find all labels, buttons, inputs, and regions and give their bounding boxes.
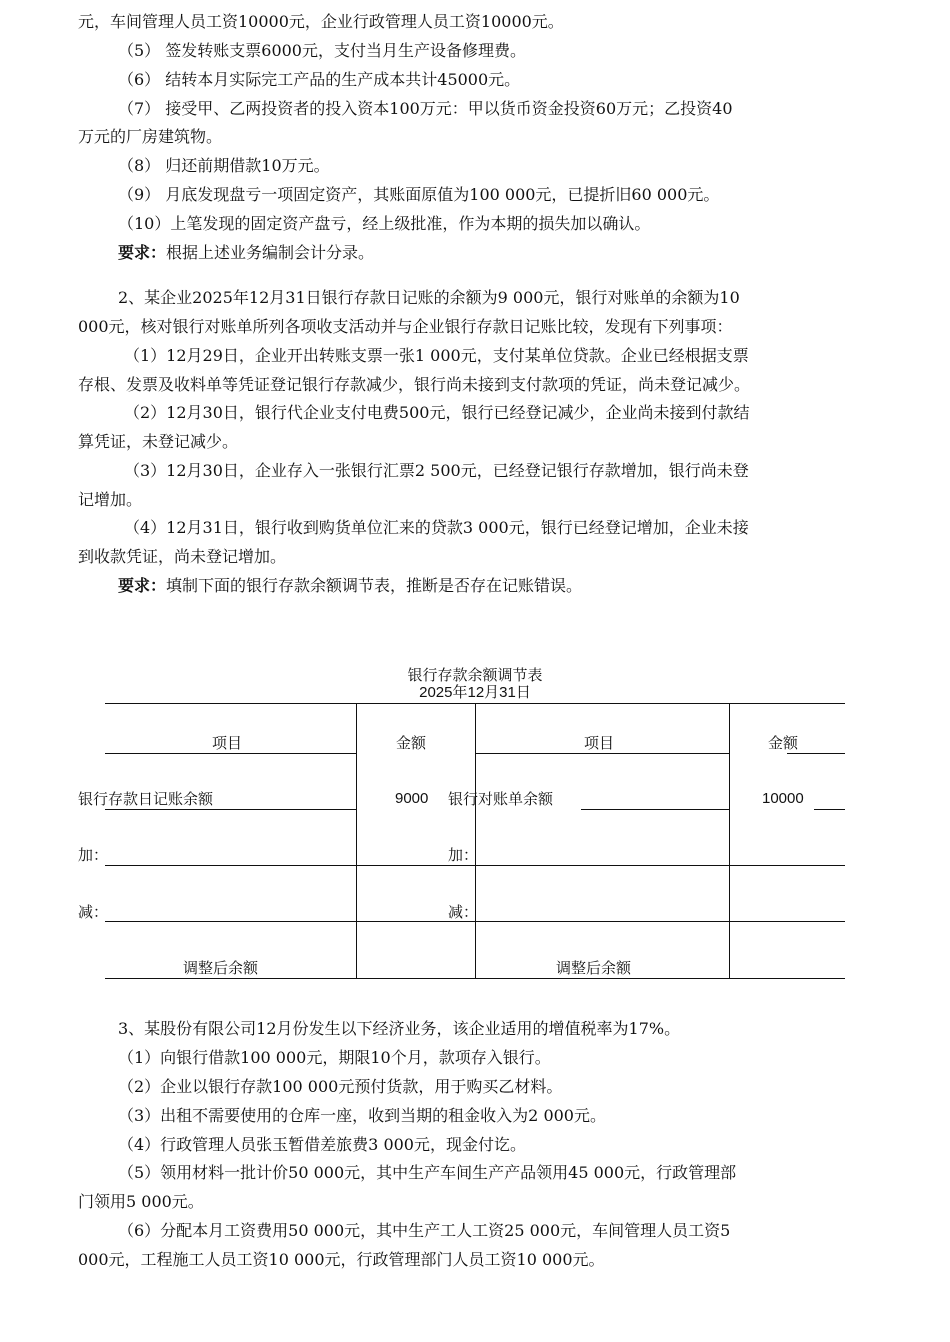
text-line: （6） 结转本月实际完工产品的生产成本共计45000元。 [118,70,521,89]
text-line: 万元的厂房建筑物。 [78,127,223,146]
header-item: 项目 [212,734,243,752]
add-label: 加： [78,846,109,864]
adjusted-balance-label: 调整后余额 [183,959,259,977]
text-line: （7） 接受甲、乙两投资者的投入资本100万元：甲以货币资金投资60万元；乙投资40 [118,99,733,118]
header-item: 项目 [584,734,615,752]
text-line: （3）12月30日，企业存入一张银行汇票2 500元，已经登记银行存款增加，银行尚未登 [124,461,749,480]
text-line: （4）行政管理人员张玉暂借差旅费3 000元，现金付讫。 [118,1135,526,1154]
text-line: 算凭证，未登记减少。 [78,432,239,451]
text-line: 000元，工程施工人员工资10 000元，行政管理部门人员工资10 000元。 [78,1250,605,1269]
text-line: 存根、发票及收料单等凭证登记银行存款减少，银行尚未接到支付款项的凭证，尚未登记减少。 [78,375,751,394]
bank-balance-label: 银行对账单余额 [448,790,554,808]
text-line: 3、某股份有限公司12月份发生以下经济业务，该企业适用的增值税率为17%。 [118,1019,681,1038]
text-line: 门领用5 000元。 [78,1192,204,1211]
add-label: 加： [448,846,479,864]
text-line: （2）企业以银行存款100 000元预付货款，用于购买乙材料。 [118,1077,563,1096]
text-line: （9） 月底发现盘亏一项固定资产，其账面原值为100 000元，已提折旧60 000元。 [118,185,720,204]
subtract-label: 减： [448,903,479,921]
subtract-label: 减： [78,903,109,921]
text-line: 记增加。 [78,490,143,509]
table-date: 2025年12月31日 [419,684,531,701]
requirement-line [118,576,582,596]
text-line: （1）向银行借款100 000元，期限10个月，款项存入银行。 [118,1048,551,1067]
requirement-line [118,243,374,263]
text-line: 元，车间管理人员工资10000元，企业行政管理人员工资10000元。 [78,12,564,31]
bank-balance-amount: 10000 [762,790,804,807]
text-line: （1）12月29日，企业开出转账支票一张1 000元，支付某单位贷款。企业已经根据支票 [124,346,749,365]
table-title: 银行存款余额调节表 [407,666,543,684]
text-line: （3）出租不需要使用的仓库一座，收到当期的租金收入为2 000元。 [118,1106,606,1125]
text-line: （5）领用材料一批计价50 000元，其中生产车间生产产品领用45 000元，行政管理部 [118,1163,737,1182]
text-line: （10）上笔发现的固定资产盘亏，经上级批准，作为本期的损失加以确认。 [118,214,651,233]
requirement-text: 填制下面的银行存款余额调节表，推断是否存在记账错误。 [166,576,583,595]
text-line: 000元，核对银行对账单所列各项收支活动并与企业银行存款日记账比较，发现有下列事项： [78,317,733,336]
adjusted-balance-label: 调整后余额 [556,959,632,977]
text-line: （6）分配本月工资费用50 000元，其中生产工人工资25 000元，车间管理人员工资5 [118,1221,731,1240]
text-line: （2）12月30日，银行代企业支付电费500元，银行已经登记减少，企业尚未接到付款结 [124,403,750,422]
header-amount: 金额 [768,734,799,752]
text-line: 2、某企业2025年12月31日银行存款日记账的余额为9 000元，银行对账单的余额为10 [118,288,740,307]
requirement-text: 根据上述业务编制会计分录。 [166,243,375,262]
requirement-label: 要求： [118,576,167,595]
text-line: （5） 签发转账支票6000元，支付当月生产设备修理费。 [118,41,526,60]
text-line: 到收款凭证，尚未登记增加。 [78,547,287,566]
book-balance-amount: 9000 [395,790,429,807]
text-line: （8） 归还前期借款10万元。 [118,156,330,175]
text-line: （4）12月31日，银行收到购货单位汇来的贷款3 000元，银行已经登记增加，企业未接 [124,518,749,537]
book-balance-label: 银行存款日记账余额 [78,790,214,808]
header-amount: 金额 [396,734,427,752]
requirement-label: 要求： [118,243,167,262]
